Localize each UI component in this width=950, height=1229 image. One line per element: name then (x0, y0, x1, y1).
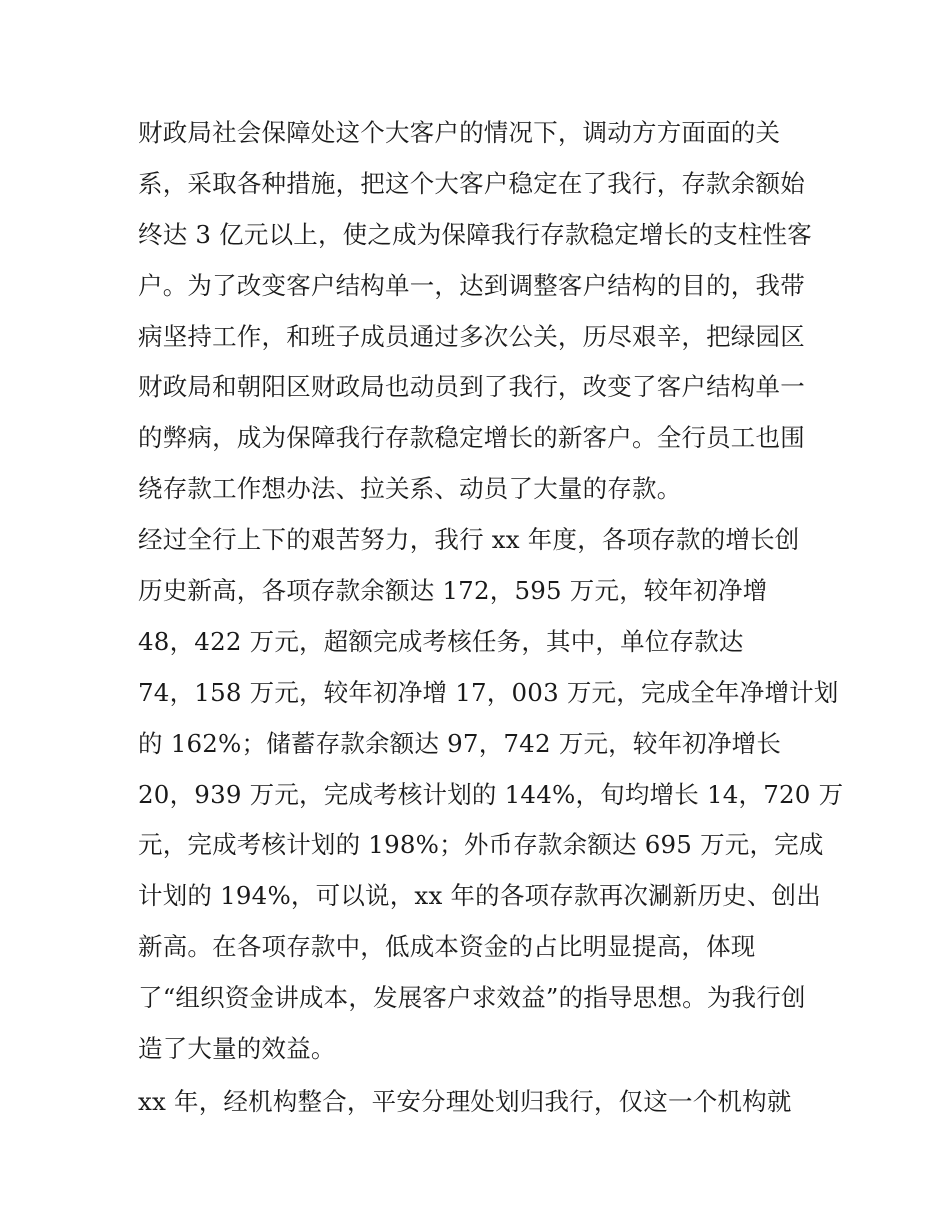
text-line: 系，采取各种措施，把这个大客户稳定在了我行，存款余额始 (138, 168, 805, 198)
text-line: xx 年，经机构整合，平安分理处划归我行，仅这一个机构就 (138, 1086, 792, 1116)
text-line: 48，422 万元，超额完成考核任务，其中，单位存款达 (138, 626, 744, 656)
text-line: 财政局社会保障处这个大客户的情况下，调动方方面面的关 (138, 118, 781, 147)
text-line: 的 162%；储蓄存款余额达 97，742 万元，较年初净增长 (138, 728, 782, 758)
text-line: 元，完成考核计划的 198%；外币存款余额达 695 万元，完成 (138, 830, 824, 860)
text-line: 终达 3 亿元以上，使之成为保障我行存款稳定增长的支柱性客 (138, 219, 812, 249)
text-line: 计划的 194%，可以说，xx 年的各项存款再次涮新历史、创出 (138, 881, 821, 911)
paragraph-2 (138, 515, 844, 1075)
text-line: 绕存款工作想办法、拉关系、动员了大量的存款。 (138, 474, 682, 504)
text-line: 病坚持工作，和班子成员通过多次公关，历尽艰辛，把绿园区 (138, 321, 805, 351)
text-line: 经过全行上下的艰苦努力，我行 xx 年度，各项存款的增长创 (138, 525, 800, 555)
text-line: 新高。在各项存款中，低成本资金的占比明显提高，体现 (138, 932, 756, 962)
text-line: 造了大量的效益。 (138, 1034, 336, 1064)
paragraph-3 (138, 1077, 838, 1128)
text-line: 户。为了改变客户结构单一，达到调整客户结构的目的，我带 (138, 270, 805, 300)
text-line: 的弊病，成为保障我行存款稳定增长的新客户。全行员工也围 (138, 423, 805, 453)
paragraph-1 (138, 108, 838, 515)
document-body (138, 108, 844, 1128)
text-line: 历史新高，各项存款余额达 172，595 万元，较年初净增 (138, 576, 768, 606)
text-line: 财政局和朝阳区财政局也动员到了我行，改变了客户结构单一 (138, 372, 805, 402)
text-line: 74，158 万元，较年初净增 17，003 万元，完成全年净增计划 (138, 677, 839, 707)
text-line: 20，939 万元，完成考核计划的 144%，旬均增长 14，720 万 (138, 779, 844, 809)
text-line: 了“组织资金讲成本，发展客户求效益”的指导思想。为我行创 (138, 983, 806, 1013)
